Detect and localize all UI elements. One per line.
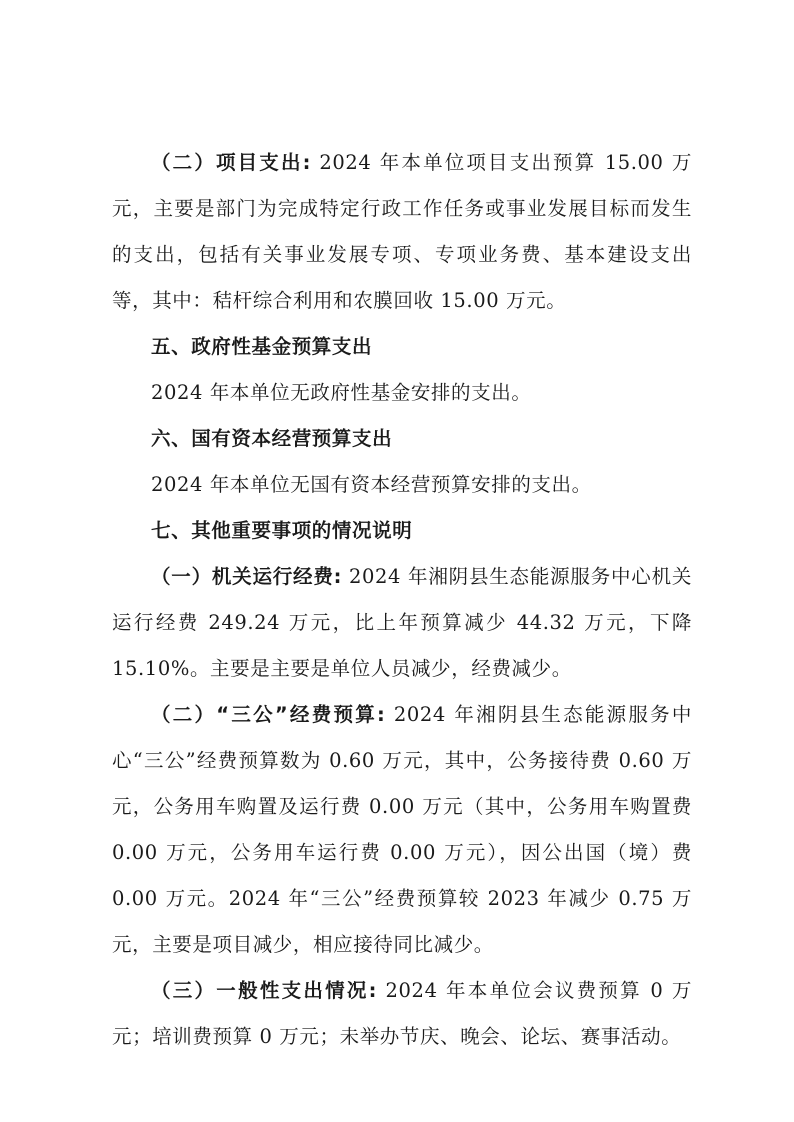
gov-fund-paragraph: 2024 年本单位无政府性基金安排的支出。 [151, 381, 532, 404]
project-expense-paragraph [112, 140, 692, 324]
three-public-text: 2024 年湘阴县生态能源服务中心“三公”经费预算数为 0.60 万元，其中，公务接待费 0.60 万元，公务用车购置及运行费 0.00 万元（其中，公务用车购置费 0.00 万元，公务用车运行费 0.00 万元），因公出国（境）费 0.00 万元。2024 年“三公”经费预算较 2023 年减少 0.75 万元，主要是项目减少，相应接待同比减少。 [112, 703, 692, 956]
general-expense-paragraph [112, 968, 692, 1060]
three-public-lead: （二）“三公”经费预算: [151, 703, 386, 726]
operating-cost-text: 2024 年湘阴县生态能源服务中心机关运行经费 249.24 万元，比上年预算减少 44.32 万元，下降 15.10%。主要是主要是单位人员减少，经费减少。 [112, 565, 692, 680]
other-matters-heading: 七、其他重要事项的情况说明 [151, 519, 413, 542]
operating-cost-lead: （一）机关运行经费: [151, 565, 343, 588]
three-public-paragraph [112, 692, 692, 968]
project-expense-lead: （二）项目支出: [151, 151, 312, 174]
state-capital-heading: 六、国有资本经营预算支出 [151, 427, 393, 450]
operating-cost-paragraph [112, 554, 692, 692]
gov-fund-heading: 五、政府性基金预算支出 [151, 335, 373, 358]
state-capital-paragraph: 2024 年本单位无国有资本经营预算安排的支出。 [151, 473, 592, 496]
general-expense-text: 2024 年本单位会议费预算 0 万元；培训费预算 0 万元；未举办节庆、晚会、论坛、赛事活动。 [112, 979, 692, 1048]
general-expense-lead: （三）一般性支出情况: [151, 979, 378, 1002]
document-body [112, 140, 692, 1060]
project-expense-text: 2024 年本单位项目支出预算 15.00 万元，主要是部门为完成特定行政工作任务或事业发展目标而发生的支出，包括有关事业发展专项、专项业务费、基本建设支出等，其中：秸杆综合利用和农膜回收 15.00 万元。 [112, 151, 692, 312]
